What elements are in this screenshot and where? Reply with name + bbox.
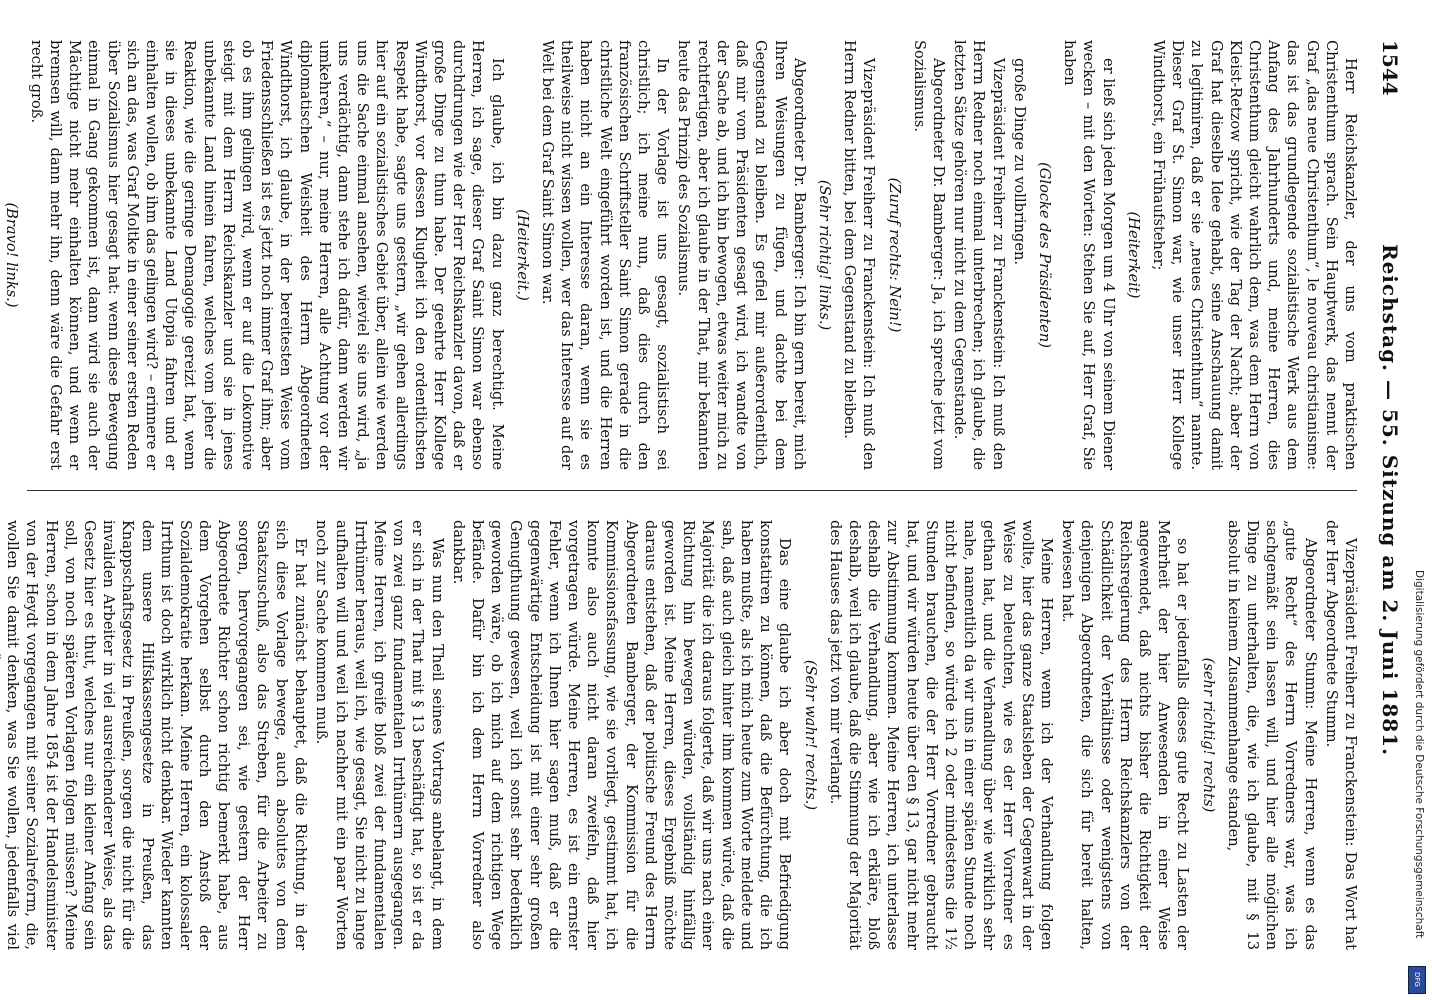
paragraph: Was nun den Theil seines Vortrags anbelangt, in dem er sich in der That mit § 13 beschäftigt hat, so ist er da von zwei ganz fundamentalen Irrthümern ausgegangen. Meine Herren, ich greife bloß zwei der fundamentalen Irrthümer heraus, weil ich, wie gesagt, Sie nicht zu lange aufhalten will und weil ich nachher mit ein paar Worten noch zur Sache kommen muß. (313, 520, 446, 950)
paragraph: Abgeordneter Stumm: Meine Herren, wenn es das „gute Recht“ des Herrn Vorredners war, was ich sachgemäßt sein lassen will, und hier alle möglichen Dinge zu unterhalten, die, wie ich glaube, mit § 13 absolut in keinem Zusammenhange standen, (1224, 520, 1319, 950)
interjection: (Heiterkeit) (1124, 211, 1142, 299)
interjection: (sehr richtig! rechts) (1199, 657, 1217, 813)
paragraph: Meine Herren, wenn ich der Verhandlung folgen wollte, hier das ganze Staatsleben der Gegenwart in der Weise zu beleuchten, wie es der Herr Vorredner es gethan hat, und die Verhandlung über wie wirklich sehr nahe, namentlich da wir uns in einer späten Stunde noch nicht befinden, so würde ich 2 oder mindestens die 1½ Stunden brauchen, die der Herr Vorredner gebraucht hat, und wir würden heute über den § 13, gar nicht mehr zur Abstimmung kommen. Meine Herren, ich unterlasse deshalb die Verhandlung, aber wie ich erkläre, bloß deshalb, weil ich glaube, daß die Stimmung der Majorität des Hauses das jetzt von mir verlangt. (826, 520, 1055, 950)
paragraph: Vizepräsident Freiherr zu Franckenstein: Das Wort hat der Herr Abgeordnete Stumm. (1322, 520, 1359, 950)
paragraph: Das eine glaube ich aber doch mit Befriedigung konstatiren zu können, daß die Befürchtung, die ich haben mußte, als ich mich heute zum Worte meldete und sah, daß auch gleich hinter ihm kommen würde, daß die Majorität die ich daraus folgerte, daß wir uns nach einer Richtung hin bewegen würden, vollständig hinfällig geworden ist. Meine Herren, dieses Ergebniß möchte daraus entstehen, daß der politische Freund des Herrn Abgeordneten Bamberger, der Kommission für die Kommissionsfassung, wie sie vorliegt, gestimmt hat, ich konnte also auch nicht daran zweifeln, daß hier vorgetragen würde. Meine Herren, es ist ein ernster Fehler, wenn ich Ihnen hier sagen muß, daß er die gegenwärtige Entscheidung ist mit einer sehr großen Genugthuung gewesen, weil ich sonst sehr bedenklich geworden wäre, ob ich mich auf dem richtigen Wege befände. Dafür bin ich dem Herrn Vorredner also dankbar. (449, 520, 794, 950)
sidebar-credit (1405, 570, 1425, 1000)
paragraph: große Dinge zu vollbringen. (1010, 58, 1028, 266)
interjection: (Zuruf rechts: Nein!) (885, 177, 903, 333)
paragraph: er ließ sich jeden Morgen um 4 Uhr von seinem Diener wecken – mit den Worten: Stehen Sie auf, Herr Graf, Sie haben (1061, 40, 1117, 470)
interjection: (Bravo! links.) (2, 202, 20, 308)
paragraph: Abgeordneter Dr. Bamberger: Ich bin gern bereit, mich Ihren Weisungen zu fügen, und dachte bei dem Gegenstand zu bleiben. Es gefiel mir außerordentlich, daß mir vom Präsidenten gesagt wird, ich wandte von der Sache ab, und ich bin bewogen, etwas weiter mich zu rechtfertigen, aber ich glaube in der That, mir bekannten heute das Prinzip des Sozialismus. (675, 40, 808, 470)
interjection: (Sehr richtig! links.) (815, 179, 833, 331)
page-header (1372, 0, 1402, 1000)
paragraph: Vizepräsident Freiherr zu Franckenstein: Ich muß den Herrn Redner bitten, bei dem Gegenstand zu bleiben. (841, 40, 878, 470)
interjection: (Glocke des Präsidenten) (1035, 162, 1053, 348)
dfg-logo-text: DFG (1413, 972, 1421, 987)
interjection: (Sehr wahr! rechts.) (801, 659, 819, 811)
paragraph: Herr Reichskanzler, der uns vom praktischen Christenthum sprach. Sein Hauptwerk, das nennt der Graf „das neue Christenthum“, le nouveau christianisme: das ist das grundlegende sozialistische Werk aus dem Anfang des Jahrhunderts und, meine Herren, dies Christenthum gleicht wahrlich dem, was dem Herrn von Kleist-Retzow spricht, wie der Tag der Nacht; aber der Graf hat dieselbe Idee gehabt, seine Anschauung damit zu legitimiren, daß er sie „neues Christenthum“ nannte. Dieser Graf St. Simon war, wie unser Herr Kollege Windthorst, ein Frühaufsteher; (1149, 40, 1359, 470)
running-head: Reichstag. — 55. Sitzung am 2. Juni 1881. (1378, 243, 1402, 757)
paragraph: Er hat zunächst behauptet, daß die Richtung, in der sich diese Vorlage bewege, auch absolutes von dem Staatszuschuß, also das Streben, für die Arbeiter zu sorgen, hervorgegangen sei, wie gestern der Herr Abgeordnete Richter schon richtig bemerkt habe, aus dem Vorgehen selbst durch den Anstoß der Sozialdemokratie herkam. Meine Herren, ein kolossaler Irrthum ist doch wirklich nicht denkbar. Wieder kannten dem unsere Hilfskassengesetze in Preußen, das Knappschaftsgesetz in Preußen, sorgen die nicht für die invaliden Arbeiter in viel ausreichenderer Weise, als das Gesetz hier es thut, welches nur ein kleiner Anfang sein soll, von noch späteren Vorlagen folgen müssen? Meine Herren, schon in dem Jahre 1854 ist der Handelsminister von der Heydt vorgegangen mit seiner Sozialreform, die, wollen Sie damit denken, was Sie wollen, jedenfalls viel (4, 520, 310, 950)
page-number: 1544 (1378, 40, 1402, 96)
right-column (0, 520, 1360, 950)
dfg-credit-text: Digitalisierung gefördert durch die Deutsche Forschungsgemeinschaft (1413, 570, 1425, 939)
paragraph: Ich glaube, ich bin dazu ganz berechtigt. Meine Herren, ich sage, dieser Graf Saint Simon war ebenso durchdrungen wie der Herr Reichskanzler davon, daß er große Dinge zu thun habe. Der geehrte Herr Kollege Windthorst, vor dessen Klugheit ich den ordentlichsten Respekt habe, sagte uns gestern, „wir gehen allerdings hier auf ein sozialistisches Gebiet über, allein wie werden uns die Sache einmal ansehen, wieviel sie uns wird, „ja uns verdächtig, dann stehe ich dafür, dann werden wir umkehren,“ – nur, meine Herren, alle Achtung vor der diplomatischen Weisheit des Herrn Abgeordneten Windthorst, ich glaube, in der bereitesten Weise vom Friedensschließen ist es jetzt noch immer Graf ihm; aber ob es ihm gelingen wird, wenn er auf die Lokomotive steigt mit dem Herrn Reichskanzler und sie in jenes unbekannte Land hinein fahren, welches vom jeher die Reaktion, wie die geringe Demagogie gereizt hat, wenn sie in dieses unbekannte Land Utopia fahren und er einhalten wollen, ob ihm das gelingen wird? – erinnere er sich an das, was Graf Moltke in einer seiner ersten Reden über Sozialismus hier gesagt hat: wenn diese Bewegung einmal in Gang gekommen ist, dann wird sie auch der Mächtige nicht mehr einhalten können, und wenn er bremsen will, dann mehr ihn, denn wäre die Gefahr erst recht groß. (27, 40, 506, 470)
paragraph: In der Vorlage ist uns gesagt, sozialistisch sei christlich; ich meine nun, daß dies durch den französischen Schriftsteller Saint Simon gerade in die christliche Welt eingeführt worden ist, und die Herren haben nicht an ein Interesse daran, wenn sie es theilweise nicht wissen wollen, wer das Interesse auf der Welt bei dem Graf Saint Simon war. (539, 40, 672, 470)
interjection: (Heiterkeit.) (513, 209, 531, 301)
column-divider (27, 490, 1357, 491)
dfg-logo (1408, 966, 1426, 994)
paragraph: so hat er jedenfalls dieses gute Recht zu Lasten der Mehrheit der hier Anwesenden in einer Weise angewendet, daß nichts bisher die Richtigkeit der Reichsregierung des Herrn Reichskanzlers von der Schädlichkeit der Verhältnisse oder wenigstens von denjenigen Abgeordneten, die sich für bereit halten, bewiesen hat. (1059, 520, 1192, 950)
paragraph: Vizepräsident Freiherr zu Franckenstein: Ich muß den Herrn Redner noch einmal unterbrechen; ich glaube, die letzten Sätze gehören nur nicht zu dem Gegenstande. (951, 40, 1007, 470)
left-column (0, 40, 1360, 470)
paragraph: Abgeordneter Dr. Bamberger: Ja, ich spreche jetzt vom Sozialismus. (910, 40, 947, 470)
